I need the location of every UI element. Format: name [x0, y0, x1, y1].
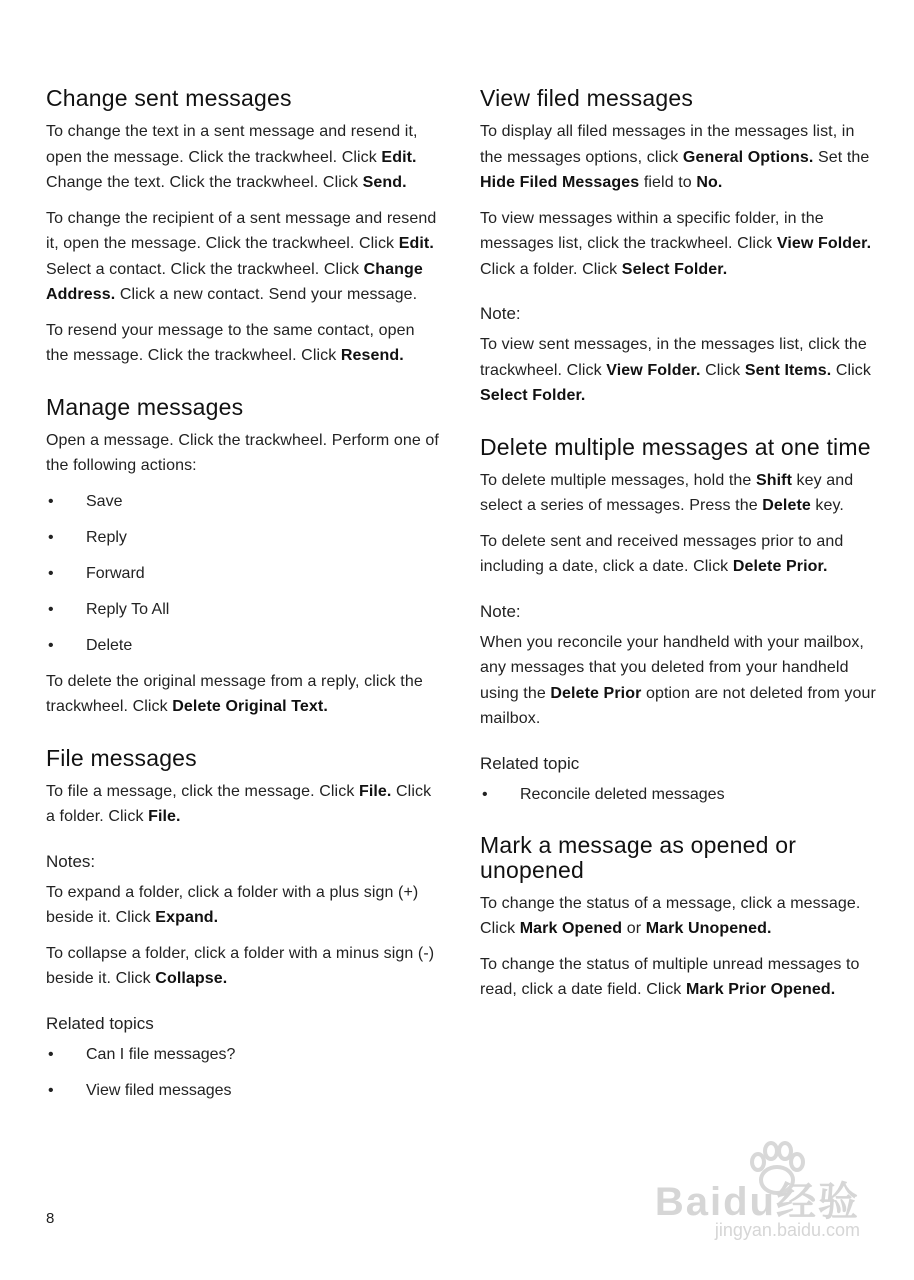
related-topics-list — [46, 1042, 441, 1103]
ui-term: Resend. — [340, 347, 404, 364]
ui-term: Mark Unopened. — [645, 920, 772, 937]
paragraph: When you reconcile your handheld with your mailbox, any messages that you deleted from your handheld using the Delete Prior option are not deleted from your mailbox. — [480, 633, 876, 727]
ui-term: Delete Prior — [550, 684, 642, 702]
page-number: 8 — [46, 1210, 55, 1227]
paragraph: To display all filed messages in the messages list, in the messages options, click General Options. Set the Hide Filed Messages field to No. — [480, 123, 870, 191]
note-label: Note: — [480, 601, 521, 621]
section-mark-message-opened — [480, 833, 880, 1003]
ui-term: Mark Prior Opened. — [685, 981, 836, 998]
ui-term: Collapse. — [155, 970, 228, 987]
paragraph: To delete sent and received messages prior to and including a date, click a date. Click Delete Prior. — [480, 532, 844, 575]
ui-term: Mark Opened — [519, 920, 623, 937]
list-item: • Delete — [46, 633, 441, 658]
baidu-watermark — [650, 1140, 870, 1250]
ui-term: File. — [148, 808, 181, 825]
note-label: Note: — [480, 304, 521, 323]
paragraph: To change the status of a message, click a message. Click Mark Opened or Mark Unopened. — [480, 894, 861, 937]
right-column — [480, 86, 880, 1029]
left-column — [46, 86, 441, 1129]
paragraph: To change the status of multiple unread messages to read, click a date field. Click Mark Prior Opened. — [480, 955, 860, 998]
ui-term: Edit. — [381, 148, 417, 166]
watermark-logo-text: Baidu经验 — [654, 1180, 860, 1224]
section-title: File messages — [46, 744, 197, 771]
section-title: Mark a message as opened or unopened — [480, 831, 797, 883]
notes-label: Notes: — [46, 851, 96, 871]
ui-term: Delete Prior. — [732, 558, 828, 575]
paragraph: To resend your message to the same contact, open the message. Click the trackwheel. Click Resend. — [46, 321, 415, 364]
ui-term: General Options. — [682, 148, 814, 166]
section-title: Delete multiple messages at one time — [480, 433, 871, 460]
ui-term: View Folder. — [606, 361, 701, 379]
paragraph: To file a message, click the message. Click File. Click a folder. Click File. — [46, 782, 432, 825]
list-item: • Reply — [46, 525, 441, 550]
related-topic-item[interactable]: • Reconcile deleted messages — [480, 782, 880, 807]
ui-term: File. — [358, 782, 392, 800]
ui-term: Send. — [362, 174, 407, 191]
paragraph: To view messages within a specific folder, in the messages list, click the trackwheel. Click View Folder. Click a folder. Click Select Folder. — [480, 209, 872, 278]
ui-term: Expand. — [155, 909, 219, 926]
related-topics-list — [480, 782, 880, 807]
ui-term: Hide Filed Messages — [480, 174, 640, 191]
paragraph: To collapse a folder, click a folder with a minus sign (-) beside it. Click Collapse. — [46, 944, 435, 987]
ui-term: Delete — [762, 497, 811, 514]
paragraph: To delete multiple messages, hold the Shift key and select a series of messages. Press the Delete key. — [480, 471, 854, 514]
ui-term: Edit. — [398, 235, 434, 252]
ui-term: Change Address. — [46, 260, 423, 303]
related-topics-label: Related topics — [46, 1013, 154, 1033]
ui-term: Sent Items. — [744, 361, 832, 379]
list-item: • Reply To All — [46, 597, 441, 622]
paragraph: To change the text in a sent message and resend it, open the message. Click the trackwheel. Click Edit. Change the text. Click the trackwheel. Click Send. — [46, 123, 418, 191]
ui-term: View Folder. — [776, 235, 872, 252]
ui-term: Delete Original Text. — [172, 698, 328, 715]
section-title: Change sent messages — [46, 85, 292, 111]
section-manage-messages — [46, 395, 441, 720]
action-list — [46, 489, 441, 658]
watermark-url: jingyan.baidu.com — [714, 1220, 860, 1240]
ui-term: Select Folder. — [480, 387, 586, 404]
ui-term: Select Folder. — [621, 260, 728, 278]
list-item: • Forward — [46, 561, 441, 586]
paragraph: To expand a folder, click a folder with a plus sign (+) beside it. Click Expand. — [46, 883, 419, 926]
section-view-filed-messages — [480, 86, 880, 409]
ui-term: Shift — [755, 471, 793, 489]
related-topic-item[interactable]: • Can I file messages? — [46, 1042, 441, 1067]
paragraph: To change the recipient of a sent message and resend it, open the message. Click the trackwheel. Click Edit. Select a contact. Click the trackwheel. Click Change Address. Click a new contact. Send your message. — [46, 209, 437, 303]
paragraph: To view sent messages, in the messages list, click the trackwheel. Click View Folder. Click Sent Items. Click Select Folder. — [480, 336, 872, 404]
section-file-messages — [46, 746, 441, 1103]
list-item: • Save — [46, 489, 441, 514]
ui-term: No. — [696, 174, 723, 191]
section-title: View filed messages — [480, 85, 694, 111]
paragraph: To delete the original message from a reply, click the trackwheel. Click Delete Original Text. — [46, 672, 423, 715]
section-change-sent-messages — [46, 86, 441, 369]
related-topic-item[interactable]: • View filed messages — [46, 1078, 441, 1103]
related-topic-label: Related topic — [480, 753, 580, 773]
paragraph: Open a message. Click the trackwheel. Perform one of the following actions: — [46, 431, 439, 474]
section-title: Manage messages — [46, 393, 244, 420]
section-delete-multiple-messages — [480, 435, 880, 807]
